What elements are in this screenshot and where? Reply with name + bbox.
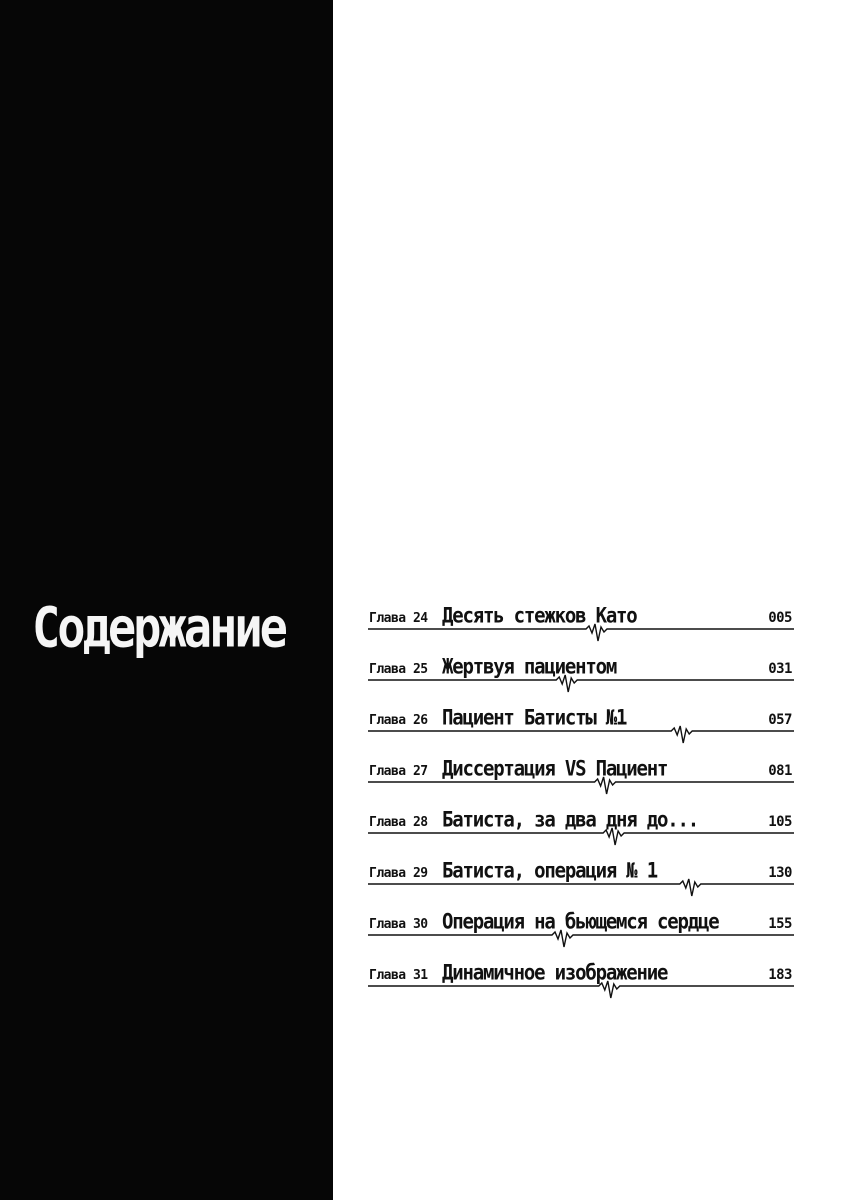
chapter-number: Глава 27 (369, 764, 428, 779)
chapter-number: Глава 28 (369, 815, 428, 830)
page-number: 155 (768, 916, 792, 932)
heartbeat-line (368, 675, 794, 692)
heartbeat-line (368, 981, 794, 998)
heartbeat-rule-icon (368, 980, 794, 1000)
heartbeat-rule-icon (368, 776, 794, 796)
page-number: 081 (768, 763, 792, 779)
heartbeat-line (368, 879, 794, 896)
chapter-title: Жертвуя пациентом (442, 654, 617, 679)
chapter-title: Десять стежков Като (442, 603, 637, 628)
chapter-title: Диссертация VS Пациент (442, 756, 668, 781)
page-number: 031 (768, 661, 792, 677)
heartbeat-line (368, 777, 794, 794)
heartbeat-line (368, 828, 794, 845)
chapter-title: Динамичное изображение (442, 960, 668, 985)
heartbeat-rule-icon (368, 623, 794, 643)
toc-entry[interactable] (368, 654, 794, 705)
chapter-number: Глава 30 (369, 917, 428, 932)
toc-entry[interactable] (368, 909, 794, 960)
chapter-title: Батиста, операция № 1 (442, 858, 658, 883)
chapter-title: Операция на бьющемся сердце (442, 909, 719, 934)
chapter-number: Глава 29 (369, 866, 428, 881)
page-number: 105 (768, 814, 792, 830)
chapter-number: Глава 25 (369, 662, 428, 677)
toc-entry[interactable] (368, 858, 794, 909)
chapter-number: Глава 24 (369, 611, 428, 626)
chapter-title: Пациент Батисты №1 (442, 705, 627, 730)
page-number: 183 (768, 967, 792, 983)
chapter-number: Глава 26 (369, 713, 428, 728)
black-side-panel (0, 0, 333, 1200)
toc-entry[interactable] (368, 807, 794, 858)
page-number: 057 (768, 712, 792, 728)
toc-entry[interactable] (368, 960, 794, 1011)
heartbeat-rule-icon (368, 674, 794, 694)
page-number: 130 (768, 865, 792, 881)
heartbeat-rule-icon (368, 929, 794, 949)
heartbeat-rule-icon (368, 878, 794, 898)
heartbeat-line (368, 930, 794, 947)
page-number: 005 (768, 610, 792, 626)
heartbeat-rule-icon (368, 725, 794, 745)
heartbeat-line (368, 726, 794, 743)
toc-list (368, 603, 794, 1011)
toc-entry[interactable] (368, 756, 794, 807)
chapter-number: Глава 31 (369, 968, 428, 983)
contents-heading: Содержание (32, 596, 285, 661)
heartbeat-line (368, 624, 794, 641)
heartbeat-rule-icon (368, 827, 794, 847)
toc-entry[interactable] (368, 705, 794, 756)
toc-entry[interactable] (368, 603, 794, 654)
chapter-title: Батиста, за два дня до... (442, 807, 698, 832)
